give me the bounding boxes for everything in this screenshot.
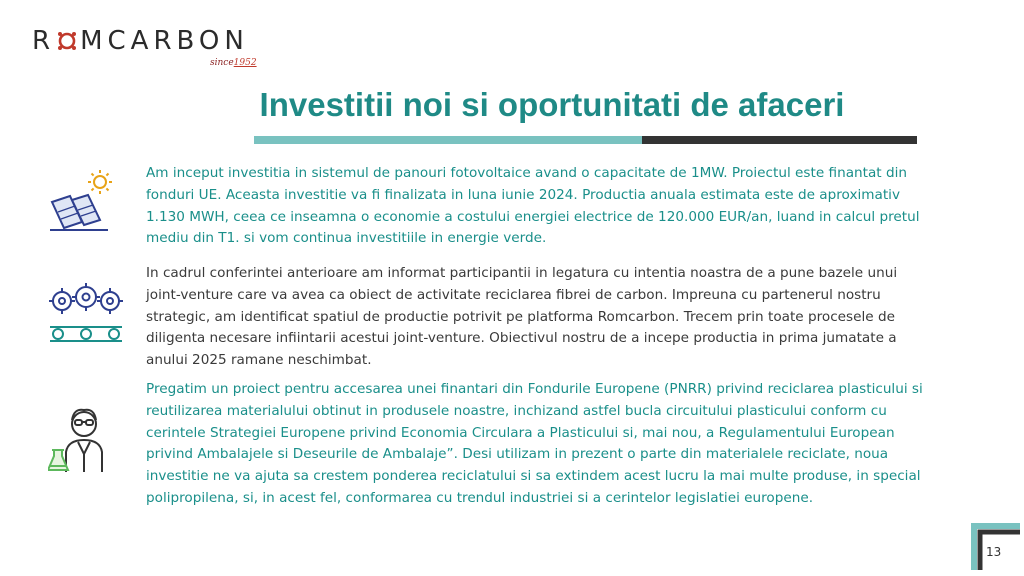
logo-tagline <box>210 58 257 68</box>
paragraph-joint-venture: In cadrul conferintei anterioare am informat participantii in legatura cu intentia noastra de a pune bazele unui joint-venture care va avea ca obiect de activitate reciclarea fibrei de carbon. Impreuna cu partenerul nostru strategic, am identificat spatiul de productie potrivit pe platforma Romcarbon. Trecem prin toate procesele de diligenta necesare infiintarii acestui joint-venture. Obiectivul nostru de a incepe productia in prima jumatate a anului 2025 ramane neschimbat. <box>146 265 898 369</box>
slide-title: Investitii noi si oportunitati de afaceri <box>259 86 845 123</box>
scientist-icon <box>48 404 116 474</box>
title-underline-dark <box>642 136 917 144</box>
solar-panel-icon <box>48 168 124 234</box>
molecule-o-icon <box>57 31 77 51</box>
paragraph-solar-investment: Am inceput investitia in sistemul de panouri fotovoltaice avand o capacitate de 1MW. Proiectul este finantat din fonduri UE. Aceasta investitie va fi finalizata in luna iunie 2024. Productia anuala estimata este de aproximativ 1.130 MWH, ceea ce inseamna o economie a costului energiei electrice de 120.000 EUR/an, luand in calcul pretul mediu din T1. si vom continua investitiile in energie verde. <box>146 165 920 247</box>
gears-icon <box>44 283 128 345</box>
logo-letter-r: R <box>32 26 56 56</box>
title-underline-teal <box>254 136 642 144</box>
logo-letters-mcarbon: MCARBON <box>80 26 249 56</box>
paragraph-pnrr-project: Pregatim un proiect pentru accesarea unei finantari din Fondurile Europene (PNRR) privind reciclarea plasticului si reutilizarea materialului obtinut in produsele noastre, inchizand astfel bucla circuitului plasticului conform cu cerintele Strategiei Europene privind Economia Circulara a Plasticului si, mai nou, a Regulamentului European privind Ambalajele si Deseurile de Ambalaje”. Desi utilizam in prezent o parte din materialele reciclate, noua investitie ne va ajuta sa crestem ponderea reciclatului si sa extindem acest lucru la mai multe produse, in special polipropilena, si, in acest fel, conformarea cu trendul industriei si a cerintelor legislatiei europene. <box>146 381 923 506</box>
page-number: 13 <box>986 545 1002 559</box>
logo-tagline-prefix: since <box>210 58 234 68</box>
logo-tagline-year: 1952 <box>233 58 257 68</box>
romcarbon-logo <box>32 22 272 66</box>
logo-wordmark <box>32 26 249 56</box>
